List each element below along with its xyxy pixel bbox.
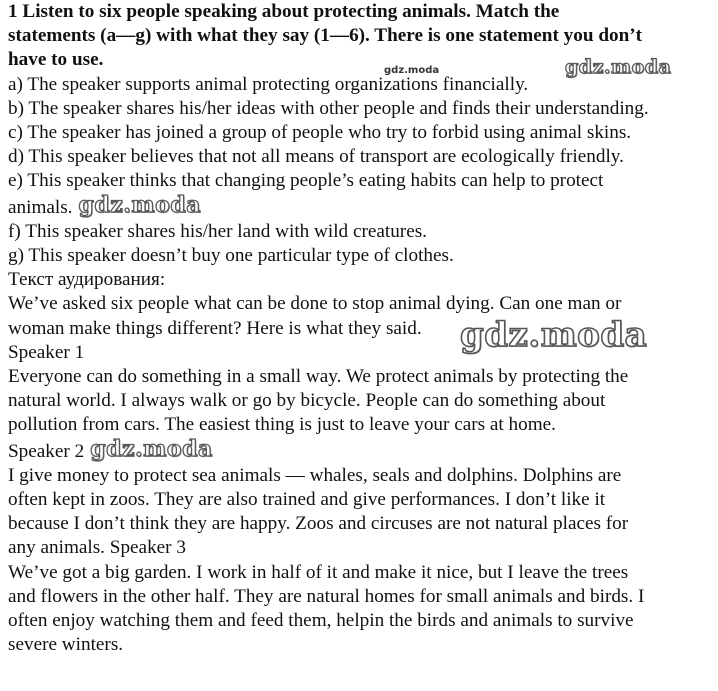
speaker-2-label-line bbox=[8, 435, 714, 464]
speaker-3-line-2: and flowers in the other half. They are natural homes for small animals and birds. I bbox=[8, 585, 645, 607]
transcript-label: Текст аудирования: bbox=[8, 269, 166, 291]
statement-e-line-1: e) This speaker thinks that changing people’s eating habits can help to protect bbox=[8, 170, 604, 192]
transcript-intro-line-1: We’ve asked six people what can be done to stop animal dying. Can one man or bbox=[8, 293, 622, 315]
statement-g: g) This speaker doesn’t buy one particular type of clothes. bbox=[8, 245, 454, 267]
watermark-small: gdz.moda bbox=[384, 65, 440, 76]
statement-b: b) The speaker shares his/her ideas with other people and finds their understanding. bbox=[8, 97, 649, 119]
task-heading-line-3: have to use. bbox=[8, 49, 104, 71]
speaker-1-line-3: pollution from cars. The easiest thing is just to leave your cars at home. bbox=[8, 414, 556, 436]
statement-e-line-2-text: animals. bbox=[8, 196, 73, 218]
speaker-3-line-4: severe winters. bbox=[8, 634, 124, 656]
speaker-2-line-3: because I don’t think they are happy. Zoos and circuses are not natural places for bbox=[8, 513, 629, 535]
statement-d: d) This speaker believes that not all means of transport are ecologically friendly. bbox=[8, 146, 624, 168]
speaker-2-label: Speaker 2 bbox=[8, 440, 85, 462]
speaker-2-line-2: often kept in zoos. They are also trained and give performances. I don’t like it bbox=[8, 489, 606, 511]
speaker-3-line-3: often enjoy watching them and feed them, helpin the birds and animals to survive bbox=[8, 610, 634, 632]
statement-a: a) The speaker supports animal protecting organizations financially. bbox=[8, 73, 529, 95]
statement-c: c) The speaker has joined a group of people who try to forbid using animal skins. bbox=[8, 122, 632, 144]
statement-e-line-2 bbox=[8, 191, 714, 220]
speaker-1-label: Speaker 1 bbox=[8, 341, 85, 363]
watermark-large: gdz.moda bbox=[460, 315, 648, 355]
transcript-intro-line-2: woman make things different? Here is what they said. bbox=[8, 317, 422, 339]
watermark: gdz.moda bbox=[565, 56, 672, 78]
speaker-1-line-1: Everyone can do something in a small way. We protect animals by protecting the bbox=[8, 366, 629, 388]
statement-f: f) This speaker shares his/her land with wild creatures. bbox=[8, 220, 427, 242]
speaker-3-line-1: We’ve got a big garden. I work in half of it and make it nice, but I leave the trees bbox=[8, 561, 629, 583]
speaker-2-line-1: I give money to protect sea animals — whales, seals and dolphins. Dolphins are bbox=[8, 464, 622, 486]
task-heading-line-1: 1 Listen to six people speaking about protecting animals. Match the bbox=[8, 1, 560, 22]
watermark: gdz.moda bbox=[78, 191, 201, 218]
speaker-2-line-4: any animals. Speaker 3 bbox=[8, 537, 186, 559]
task-heading-line-2: statements (a—g) with what they say (1—6). There is one statement you don’t bbox=[8, 25, 643, 47]
watermark: gdz.moda bbox=[90, 435, 213, 462]
speaker-1-line-2: natural world. I always walk or go by bicycle. People can do something about bbox=[8, 390, 606, 412]
